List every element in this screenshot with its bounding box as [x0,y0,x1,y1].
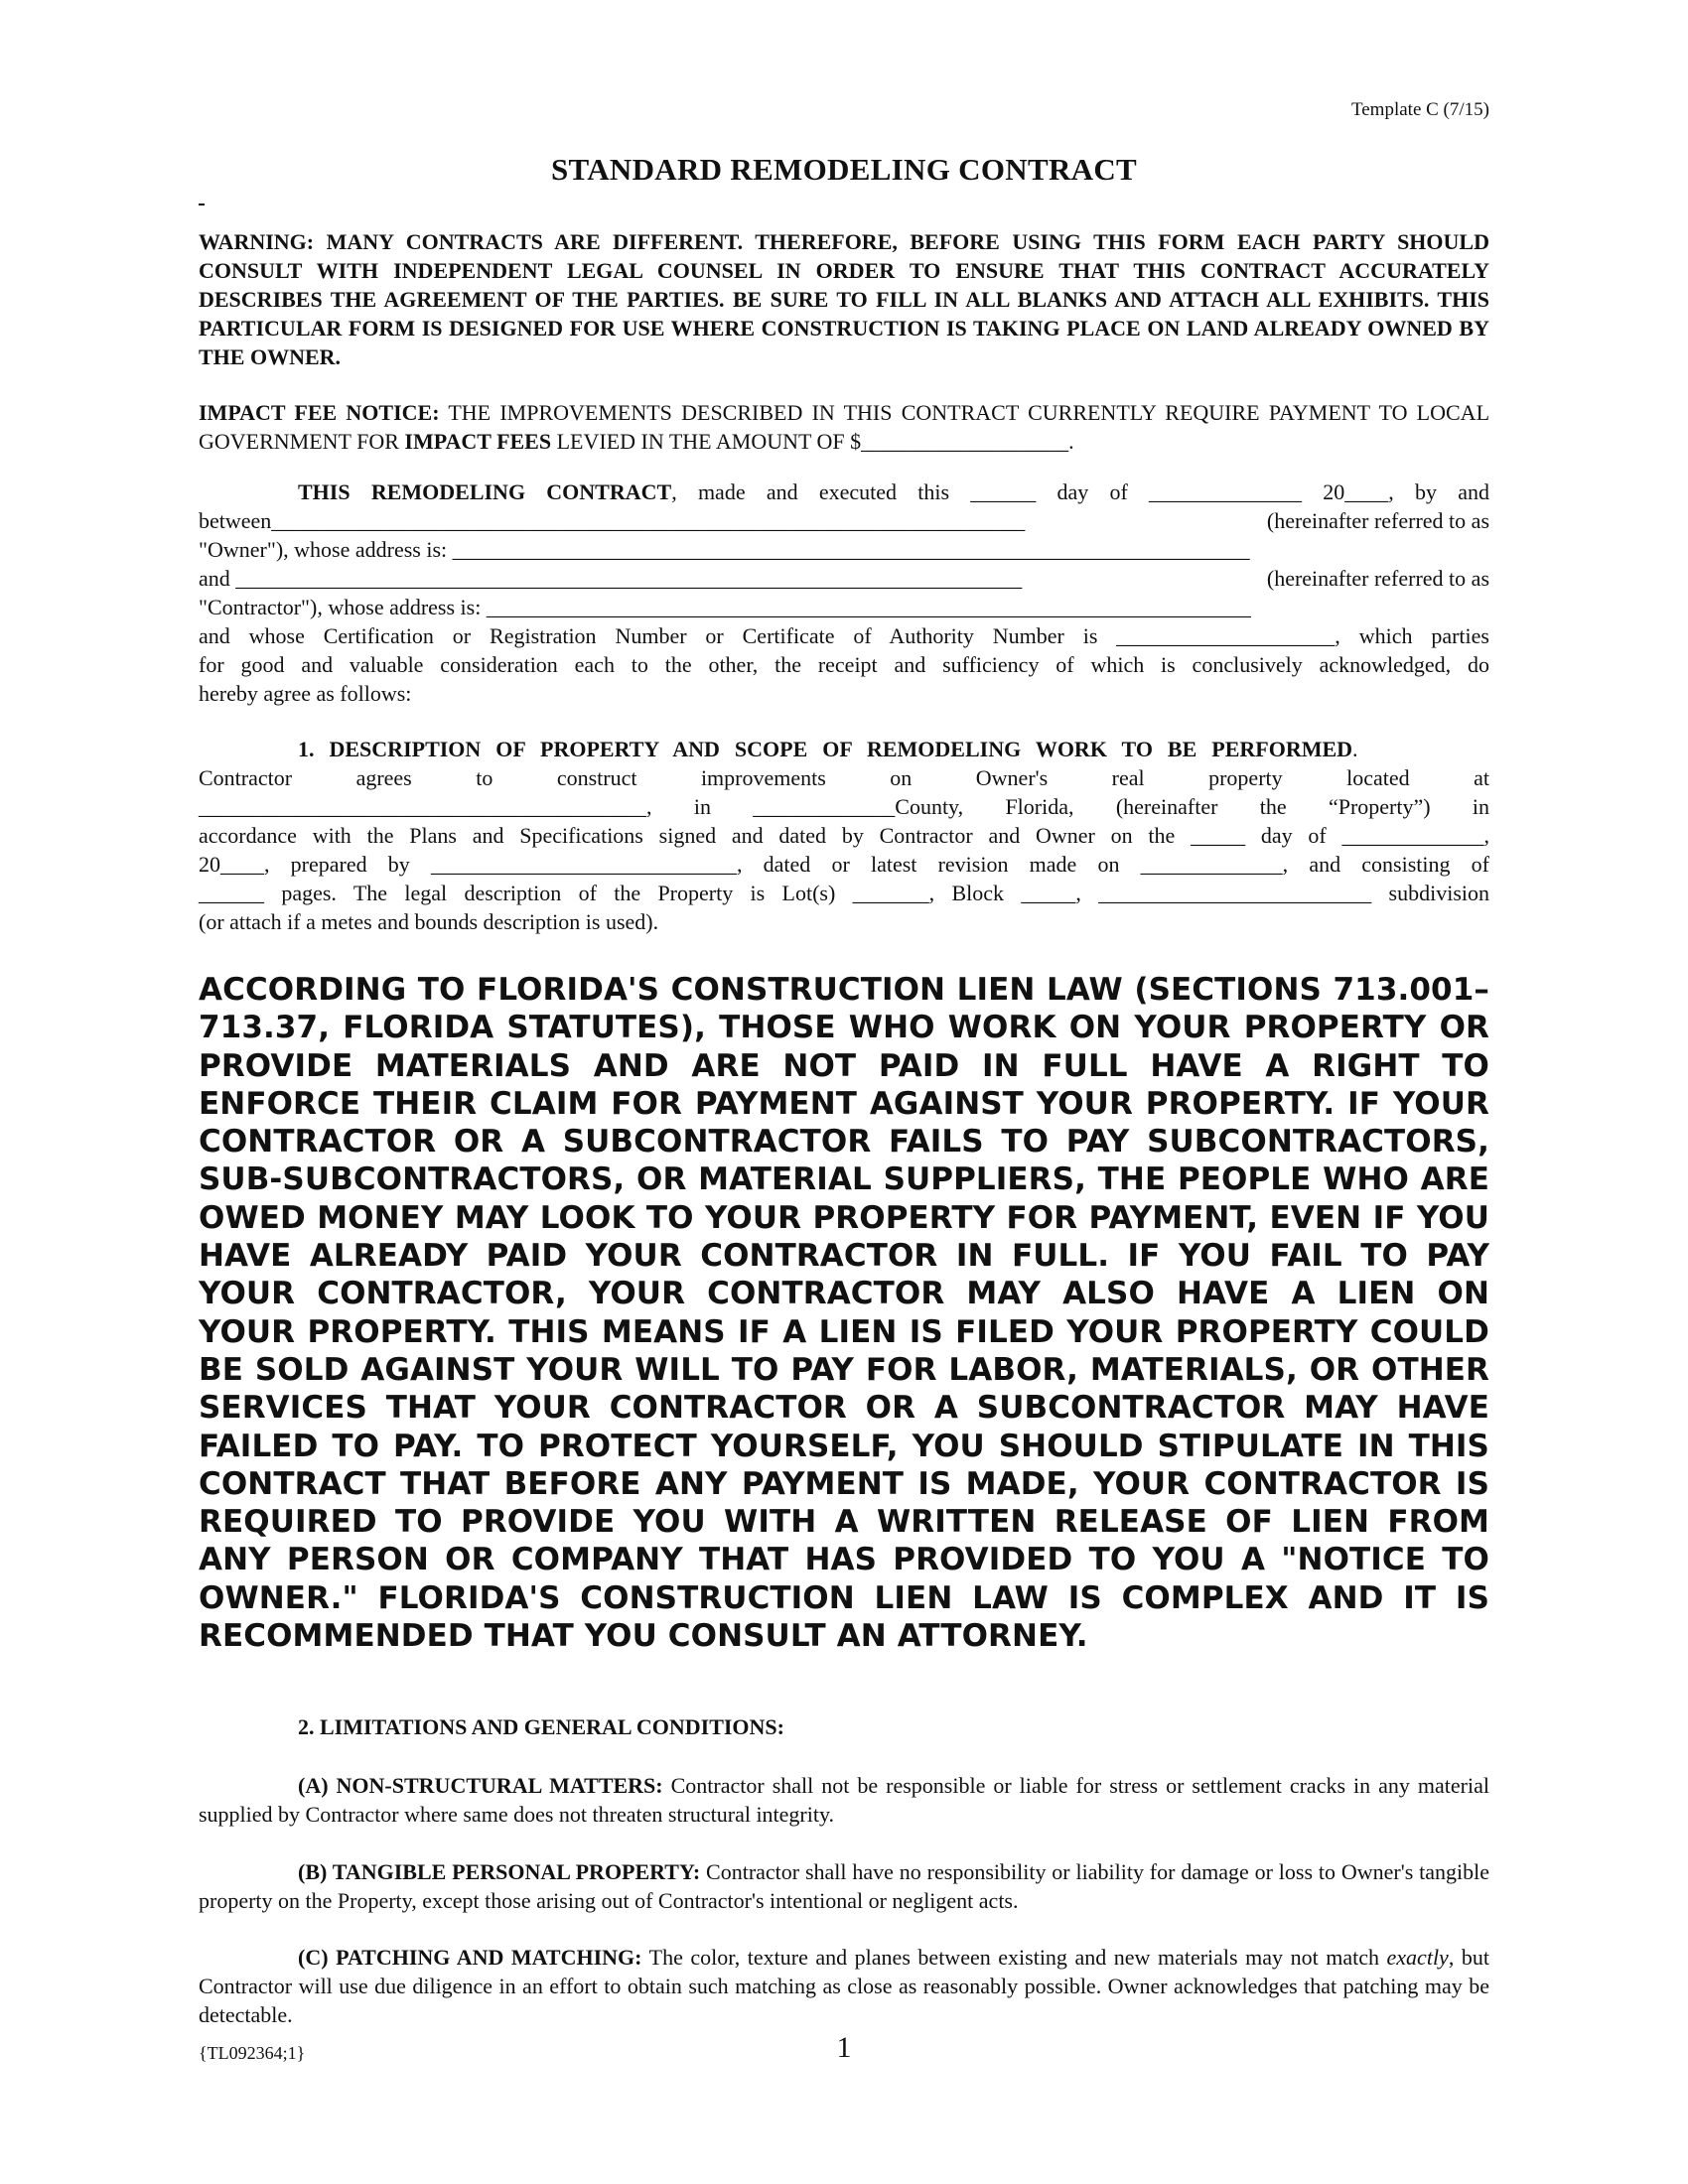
parties-line-6: and whose Certification or Registration Number or Certificate of Authority Number is ____________________, which parties [199,623,1489,648]
section-2a-text: Contractor shall not be responsible or liable for stress or settlement cracks in any material supplied by Contractor where same does not threaten structural integrity. [199,1773,1489,1827]
parties-line-2 [199,506,1489,535]
owner-name-blank: between_____________________________________________________________________ [199,508,1026,533]
section-2c-text-2: , but Contractor will use due diligence in an effort to obtain such matching as close as reasonably possible. Owner acknowledges that patching may be detectable. [199,1945,1489,2027]
impact-fee-amount-text: LEVIED IN THE AMOUNT OF $___________________. [551,429,1074,454]
section-1 [199,735,1489,936]
section-2b-label: (B) TANGIBLE PERSONAL PROPERTY: [298,1859,701,1884]
contract-date-blank: , made and executed this ______ day of ______________ 20____, by and [671,479,1490,504]
section-1-line-7: (or attach if a metes and bounds description is used). [199,909,659,934]
parties-line-8: hereby agree as follows: [199,681,412,706]
section-1-line-4: accordance with the Plans and Specifications signed and dated by Contractor and Owner on the _____ day of _____________, [199,823,1489,848]
template-label: Template C (7/15) [1350,99,1489,120]
section-1-line-2: Contractor agrees to construct improvements on Owner's real property located at [199,765,1489,790]
section-2c-text: The color, texture and planes between existing and new materials may not match [641,1945,1387,1970]
section-2c-paragraph [199,1943,1489,2029]
section-2b-paragraph [199,1857,1489,1915]
section-2c-italic: exactly [1386,1945,1449,1970]
contract-name: THIS REMODELING CONTRACT [298,479,672,504]
impact-fee-bold: IMPACT FEES [404,429,552,454]
section-1-heading: 1. DESCRIPTION OF PROPERTY AND SCOPE OF REMODELING WORK TO BE PERFORMED [298,737,1353,761]
owner-reference: (hereinafter referred to as [1266,508,1489,533]
contractor-reference: (hereinafter referred to as [1266,566,1489,591]
section-2b-text: Contractor shall have no responsibility or liability for damage or loss to Owner's tangible property on the Property, except those arising out of Contractor's intentional or negligent acts. [199,1859,1489,1913]
construction-lien-warning: ACCORDING TO FLORIDA'S CONSTRUCTION LIEN LAW (SECTIONS 713.001–713.37, FLORIDA STATUTES), THOSE WHO WORK ON YOUR PROPERTY OR PROVIDE MATERIALS AND ARE NOT PAID IN FULL HAVE A RIGHT TO ENFORCE THEIR CLAIM FOR PAYMENT AGAINST YOUR PROPERTY. IF YOUR CONTRACTOR OR A SUBCONTRACTOR FAILS TO PAY SUBCONTRACTORS, SUB-SUBCONTRACTORS, OR MATERIAL SUPPLIERS, THE PEOPLE WHO ARE OWED MONEY MAY LOOK TO YOUR PROPERTY FOR PAYMENT, EVEN IF YOU HAVE ALREADY PAID YOUR CONTRACTOR IN FULL. IF YOU FAIL TO PAY YOUR CONTRACTOR, YOUR CONTRACTOR MAY ALSO HAVE A LIEN ON YOUR PROPERTY. THIS MEANS IF A LIEN IS FILED YOUR PROPERTY COULD BE SOLD AGAINST YOUR WILL TO PAY FOR LABOR, MATERIALS, OR OTHER SERVICES THAT YOUR CONTRACTOR OR A SUBCONTRACTOR MAY HAVE FAILED TO PAY. TO PROTECT YOURSELF, YOU SHOULD STIPULATE IN THIS CONTRACT THAT BEFORE ANY PAYMENT IS MADE, YOUR CONTRACTOR IS REQUIRED TO PROVIDE YOU WITH A WRITTEN RELEASE OF LIEN FROM ANY PERSON OR COMPANY THAT HAS PROVIDED TO YOU A "NOTICE TO OWNER." FLORIDA'S CONSTRUCTION LIEN LAW IS COMPLEX AND IT IS RECOMMENDED THAT YOU CONSULT AN ATTORNEY. [199,972,1489,1655]
section-1-line-5: 20____, prepared by ____________________________, dated or latest revision made on _____________, and consisting of [199,852,1489,877]
impact-fee-notice [199,398,1489,456]
section-1-line-6: ______ pages. The legal description of the Property is Lot(s) _______, Block _____, _________________________ subdivision [199,881,1489,905]
parties-line-3: "Owner"), whose address is: _________________________________________________________________________ [199,537,1250,562]
document-id: {TL092364;1} [199,2043,306,2063]
impact-fee-label: IMPACT FEE NOTICE: [199,400,440,425]
section-2a-label: (A) NON-STRUCTURAL MATTERS: [298,1773,663,1798]
section-2a-paragraph [199,1771,1489,1829]
impact-fee-text: THE IMPROVEMENTS DESCRIBED IN THIS CONTRACT CURRENTLY REQUIRE PAYMENT TO LOCAL GOVERNMENT FOR [199,400,1490,454]
dash-mark [199,204,205,205]
section-2c-label: (C) PATCHING AND MATCHING: [298,1945,642,1970]
parties-line-5: "Contractor"), whose address is: ______________________________________________________________________ [199,595,1251,619]
parties-line-7: for good and valuable consideration each to the other, the receipt and sufficiency of which is conclusively acknowledged, do [199,652,1489,677]
parties-line-1 [199,478,1489,506]
document-title: STANDARD REMODELING CONTRACT [551,152,1137,187]
section-1-heading-line: 1. DESCRIPTION OF PROPERTY AND SCOPE OF REMODELING WORK TO BE PERFORMED. [298,737,1358,761]
parties-line-4 [199,564,1489,593]
parties-paragraph [199,478,1489,708]
section-1-line-3: _________________________________________, in _____________County, Florida, (hereinafter the “Property”) in [199,794,1489,819]
contractor-name-blank: and ________________________________________________________________________ [199,566,1023,591]
section-2-heading: 2. LIMITATIONS AND GENERAL CONDITIONS: [298,1714,784,1739]
warning-paragraph: WARNING: MANY CONTRACTS ARE DIFFERENT. THEREFORE, BEFORE USING THIS FORM EACH PARTY SHOULD CONSULT WITH INDEPENDENT LEGAL COUNSEL IN ORDER TO ENSURE THAT THIS CONTRACT ACCURATELY DESCRIBES THE AGREEMENT OF THE PARTIES. BE SURE TO FILL IN ALL BLANKS AND ATTACH ALL EXHIBITS. THIS PARTICULAR FORM IS DESIGNED FOR USE WHERE CONSTRUCTION IS TAKING PLACE ON LAND ALREADY OWNED BY THE OWNER. [199,229,1489,369]
page-number: 1 [836,2031,852,2064]
